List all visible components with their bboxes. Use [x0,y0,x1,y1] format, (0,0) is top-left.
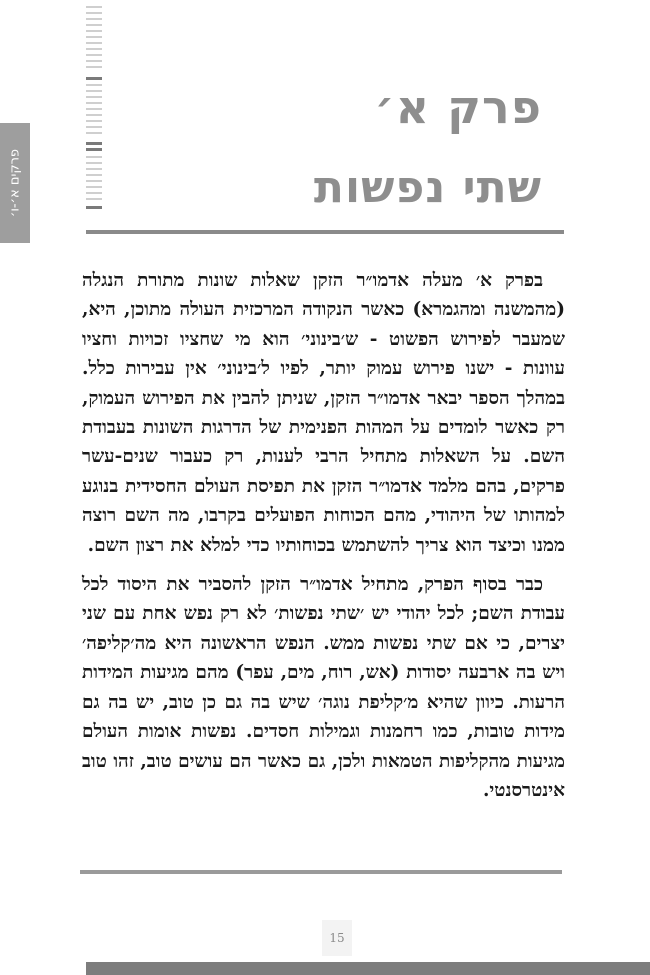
side-tab-label: פרקים א׳-ו׳ [7,148,23,218]
side-section-tab [0,123,30,243]
paragraph: בפרק א׳ מעלה אדמו״ר הזקן שאלות שונות מתורת הנגלה (מהמשנה ומהגמרא) כאשר הנקודה המרכזית העולה מתוכן, היא, שמעבר לפירוש הפשוט - ש׳בינוני׳ הוא מי שחציו זכויות וחציו עוונות - ישנו פירוש עמוק יותר, לפיו ל׳בינוני׳ אין עבירות כלל. במהלך הספר יבאר אדמו״ר הזקן, שניתן להבין את הפירוש העמוק, רק כאשר לומדים על המהות הפנימית של הדרגות השונות בעבודת השם. על השאלות מתחיל הרבי לענות, רק כעבור שנים-עשר פרקים, בהם מלמד אדמו״ר הזקן את תפיסת העולם החסידית בנוגע למהותו של היהודי, מהם הכוחות הפועלים בקרבו, מה השם רוצה ממנו וכיצד הוא צריך להשתמש בכוחותיו כדי למלא את רצון השם. [82,270,565,556]
chapter-label: פרק א׳ [374,80,542,134]
chapter-title: שתי נפשות [313,162,542,213]
bottom-divider [80,870,562,874]
page-number: 15 [322,920,352,956]
footer-bar [86,962,650,975]
decorative-stripes [86,6,102,211]
paragraph: כבר בסוף הפרק, מתחיל אדמו״ר הזקן להסביר את היסוד לכל עבודת השם; לכל יהודי יש ׳שתי נפשות׳ לא רק נפש אחת עם שני יצרים, כי אם שתי נפשות ממש. הנפש הראשונה היא מה׳קליפה׳ ויש בה ארבעה יסודות (אש, רוח, מים, עפר) מהם מגיעות המידות הרעות. כיוון שהיא מ׳קליפת נוגה׳ שיש בה גם כן טוב, יש בה גם מידות טובות, כמו רחמנות וגמילות חסדים. נפשות אומות העולם מגיעות מהקליפות הטמאות ולכן, גם כאשר הם עושים טוב, זהו טוב אינטרסנטי. [82,574,565,801]
title-divider [86,230,564,234]
chapter-body [82,266,565,815]
